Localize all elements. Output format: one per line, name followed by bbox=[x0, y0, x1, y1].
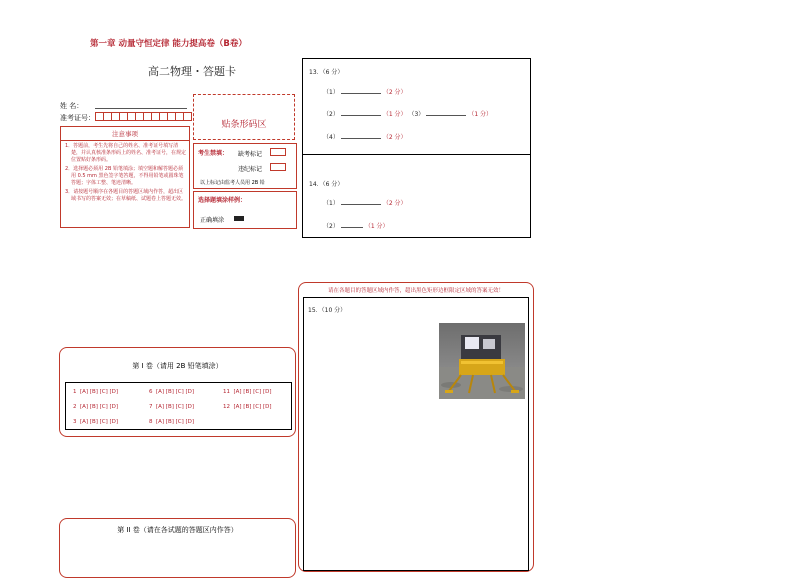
page-title: 第一章 动量守恒定律 能力提高卷（B卷） bbox=[90, 39, 247, 49]
q14-number: 14．（6 分） bbox=[309, 181, 344, 188]
status-label: 考生禁填： bbox=[198, 150, 229, 157]
answer-blank[interactable] bbox=[341, 110, 381, 116]
answer-blank[interactable] bbox=[341, 133, 381, 139]
page-subtitle: 高二物理・答题卡 bbox=[148, 65, 236, 78]
divider bbox=[303, 154, 530, 155]
section-1-title: 第 I 卷（请用 2B 铅笔填涂） bbox=[132, 362, 223, 370]
q14-line-2: （2） （1 分） bbox=[323, 223, 389, 230]
violation-mark-label: 违纪标记 bbox=[238, 166, 263, 173]
choice-row[interactable]: 3 [A] [B] [C] [D] bbox=[73, 419, 119, 425]
choice-row[interactable]: 6 [A] [B] [C] [D] bbox=[149, 389, 195, 395]
q13-number: 13．（6 分） bbox=[309, 69, 344, 76]
absent-mark-label: 缺考标记 bbox=[238, 151, 263, 158]
choice-row[interactable]: 2 [A] [B] [C] [D] bbox=[73, 404, 119, 410]
choice-row[interactable]: 7 [A] [B] [C] [D] bbox=[149, 404, 195, 410]
q13-q14-answer-box bbox=[302, 58, 531, 238]
violation-mark-box[interactable] bbox=[270, 163, 286, 171]
section-2-title: 第 II 卷（请在各试题的答题区内作答） bbox=[117, 526, 238, 534]
filled-sample-icon bbox=[234, 216, 244, 221]
barcode-area bbox=[193, 94, 295, 140]
q13-line-4: （4） （2 分） bbox=[323, 134, 407, 141]
notice-item: 1．答题前，考生先将自己的姓名、准考证号填写清楚，并认真核准条形码上的姓名、准考证号，在规定位置贴好条形码。 bbox=[65, 143, 187, 163]
q15-number: 15．（10 分） bbox=[308, 307, 347, 314]
fill-example-label: 选择题填涂样例： bbox=[198, 197, 247, 204]
choice-row[interactable]: 8 [A] [B] [C] [D] bbox=[149, 419, 195, 425]
notice-heading: 注意事项 bbox=[61, 127, 189, 141]
barcode-label: 贴条形码区 bbox=[221, 120, 267, 130]
choice-row[interactable]: 1 [A] [B] [C] [D] bbox=[73, 389, 119, 395]
name-label: 姓 名： bbox=[60, 102, 84, 110]
answer-blank[interactable] bbox=[341, 222, 363, 228]
section-2-card bbox=[59, 518, 296, 578]
status-note: 以上标记由监考人员用 2B 铅 bbox=[200, 180, 265, 186]
absent-mark-box[interactable] bbox=[270, 148, 286, 156]
answer-blank[interactable] bbox=[341, 199, 381, 205]
q13-line-2: （2） （1 分） （3） （1 分） bbox=[323, 111, 493, 118]
choice-row[interactable]: 11 [A] [B] [C] [D] bbox=[223, 389, 272, 395]
q14-line-1: （1） （2 分） bbox=[323, 200, 407, 207]
exam-id-grid[interactable] bbox=[95, 112, 189, 121]
choice-grid bbox=[65, 382, 292, 430]
answer-blank[interactable] bbox=[426, 110, 466, 116]
section-1-card bbox=[59, 347, 296, 437]
exam-id-label: 准考证号： bbox=[60, 114, 95, 122]
name-field[interactable] bbox=[95, 108, 187, 109]
q13-line-1: （1） （2 分） bbox=[323, 89, 407, 96]
notice-item: 2．选择题必须用 2B 铅笔填涂；填空题和解答题必须用 0.5 mm 黑色签字笔答题，不得用铅笔或圆珠笔答题；字体工整、笔迹清晰。 bbox=[65, 166, 184, 186]
answer-area-warning: 请在各题目的答题区域内作答，超出黑色矩形边框限定区域的答案无效！ bbox=[327, 288, 504, 294]
notice-box bbox=[60, 126, 190, 228]
answer-blank[interactable] bbox=[341, 88, 381, 94]
examinee-status-box bbox=[193, 143, 297, 189]
choice-row[interactable]: 12 [A] [B] [C] [D] bbox=[223, 404, 272, 410]
fill-example-box bbox=[193, 191, 297, 229]
lunar-lander-image bbox=[439, 323, 525, 399]
correct-fill-label: 正确填涂 bbox=[200, 217, 225, 224]
notice-item: 3．请按题号顺序在各题目的答题区域内作答，超出区域书写的答案无效；在草稿纸、试题卷上答题无效。 bbox=[65, 189, 187, 202]
